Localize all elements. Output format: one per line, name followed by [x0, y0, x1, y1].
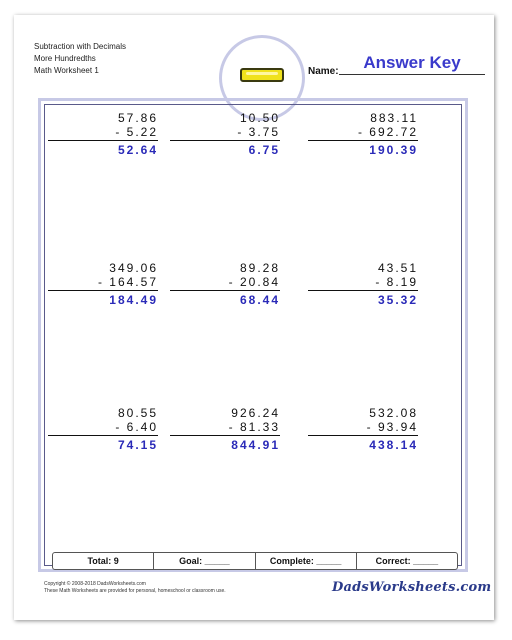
problem-6: [308, 261, 418, 307]
problem-minuend: 926.24: [231, 406, 280, 420]
problem-subtrahend: - 6.40: [48, 420, 158, 436]
problems-frame-inner: [44, 104, 462, 566]
name-label: Name:: [308, 66, 339, 77]
problem-minuend: 43.51: [377, 261, 418, 275]
copyright-line: Copyright © 2008-2018 DadsWorksheets.com: [44, 581, 146, 587]
problem-answer: 74.15: [117, 438, 158, 452]
problem-subtrahend: - 3.75: [170, 125, 280, 141]
worksheet-number: Math Worksheet 1: [34, 66, 99, 75]
name-line: [339, 74, 485, 75]
problems-frame: [38, 98, 468, 572]
problem-answer: 35.32: [377, 293, 418, 307]
problem-subtrahend: - 164.57: [48, 275, 158, 291]
worksheet-subtitle: More Hundredths: [34, 54, 96, 63]
problem-7: [48, 406, 158, 452]
yellow-bar-icon: [240, 68, 284, 82]
problem-minuend: 532.08: [369, 406, 418, 420]
problem-1: [48, 111, 158, 157]
copyright-notice: [44, 581, 226, 595]
problem-minuend: 89.28: [239, 261, 280, 275]
problem-subtrahend: - 5.22: [48, 125, 158, 141]
tally-total: Total: 9: [53, 553, 154, 569]
problem-subtrahend: - 81.33: [170, 420, 280, 436]
usage-notice: These Math Worksheets are provided for personal, homeschool or classroom use.: [44, 588, 226, 594]
problem-5: [170, 261, 280, 307]
problem-answer: 844.91: [231, 438, 280, 452]
score-tally: [52, 552, 458, 570]
problem-minuend: 80.55: [117, 406, 158, 420]
problem-subtrahend: - 8.19: [308, 275, 418, 291]
worksheet-header: [34, 41, 126, 77]
problem-minuend: 349.06: [109, 261, 158, 275]
worksheet-title: Subtraction with Decimals: [34, 42, 127, 51]
tally-goal: Goal: _____: [154, 553, 255, 569]
tally-correct: Correct: _____: [375, 556, 439, 566]
problem-8: [170, 406, 280, 452]
problem-subtrahend: - 692.72: [308, 125, 418, 141]
brand-logo: DadsWorksheets.com: [332, 580, 492, 595]
problem-subtrahend: - 93.94: [308, 420, 418, 436]
problem-minuend: 10.50: [239, 111, 280, 125]
problem-3: [308, 111, 418, 157]
problem-answer: 6.75: [248, 143, 280, 157]
problem-4: [48, 261, 158, 307]
problem-answer: 68.44: [239, 293, 280, 307]
problem-answer: 184.49: [109, 293, 158, 307]
problem-subtrahend: - 20.84: [170, 275, 280, 291]
tally-complete: Complete: _____: [256, 553, 357, 569]
problem-minuend: 883.11: [370, 111, 418, 125]
problem-answer: 438.14: [369, 438, 418, 452]
problem-2: [170, 111, 280, 157]
problem-9: [308, 406, 418, 452]
problem-answer: 52.64: [117, 143, 158, 157]
answer-key-title: Answer Key: [363, 53, 461, 72]
problem-answer: 190.39: [369, 143, 418, 157]
problem-minuend: 57.86: [117, 111, 158, 125]
worksheet-page: [14, 15, 494, 620]
